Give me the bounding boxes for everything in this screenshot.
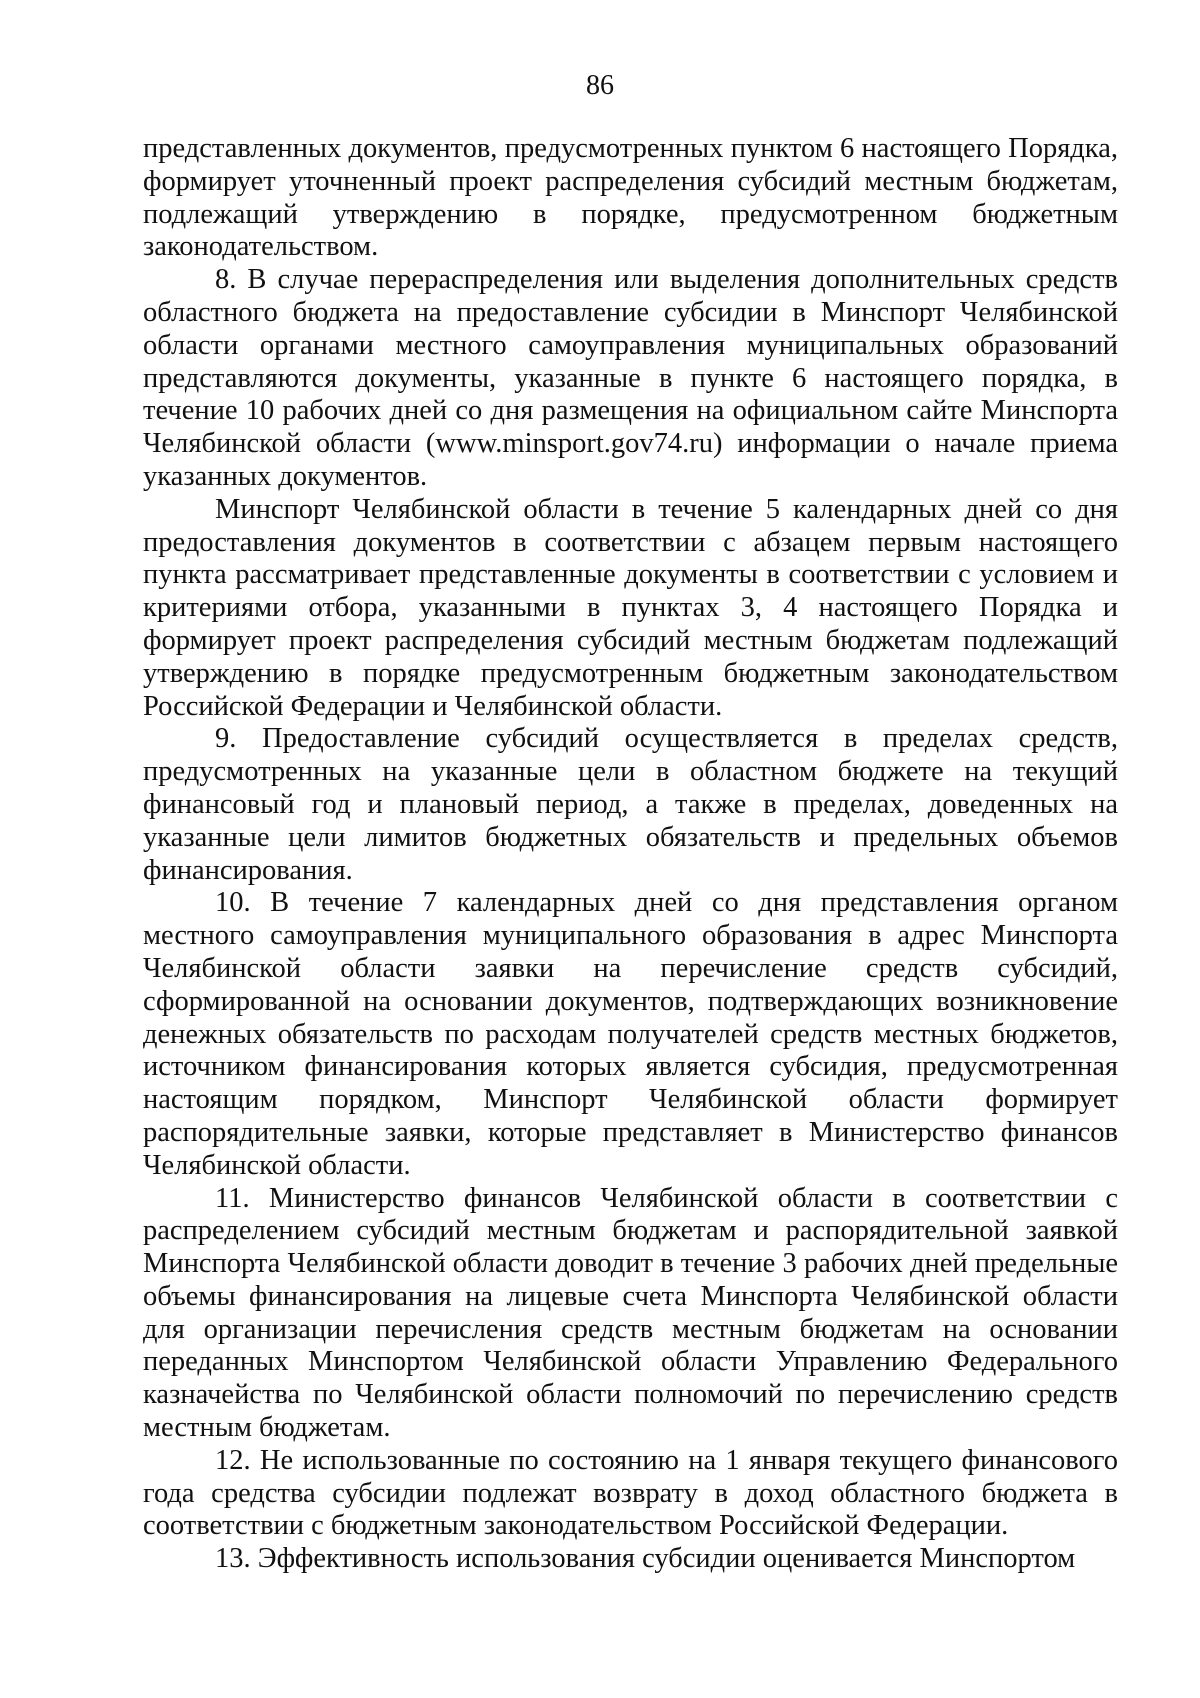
paragraph-item-9: 9. Предоставление субсидий осуществляется в пределах средств, предусмотренных на указанные цели в областном бюджете на текущий финансовый год и плановый период, а также в пределах, доведенных на указанные цели лимитов бюджетных обязательств и предельных объемов финансирования. bbox=[143, 723, 1118, 886]
paragraph-continuation: представленных документов, предусмотренных пунктом 6 настоящего Порядка, формирует уточненный проект распределения субсидий местным бюджетам, подлежащий утверждению в порядке, предусмотренном бюджетным законодательством. bbox=[143, 133, 1118, 263]
paragraph-item-8: 8. В случае перераспределения или выделения дополнительных средств областного бюджета на предоставление субсидии в Минспорт Челябинской области органами местного самоуправления муниципальных образований представляются документы, указанные в пункте 6 настоящего порядка, в течение 10 рабочих дней со дня размещения на официальном сайте Минспорта Челябинской области (www.minsport.gov74.ru) информации о начале приема указанных документов. bbox=[143, 264, 1118, 492]
document-body bbox=[143, 133, 1118, 1576]
paragraph-item-13: 13. Эффективность использования субсидии оценивается Минспортом bbox=[215, 1543, 1076, 1575]
paragraph-item-8-review: Минспорт Челябинской области в течение 5 календарных дней со дня предоставления документов в соответствии с абзацем первым настоящего пункта рассматривает представленные документы в соответствии с условием и критериями отбора, указанными в пунктах 3, 4 настоящего Порядка и формирует проект распределения субсидий местным бюджетам подлежащий утверждению в порядке предусмотренным бюджетным законодательством Российской Федерации и Челябинской области. bbox=[143, 493, 1118, 722]
paragraph-item-12: 12. Не использованные по состоянию на 1 января текущего финансового года средства субсидии подлежат возврату в доход областного бюджета в соответствии с бюджетным законодательством Российской Федерации. bbox=[143, 1444, 1118, 1542]
paragraph-item-11: 11. Министерство финансов Челябинской области в соответствии с распределением субсидий местным бюджетам и распорядительной заявкой Минспорта Челябинской области доводит в течение 3 рабочих дней предельные объемы финансирования на лицевые счета Минспорта Челябинской области для организации перечисления средств местным бюджетам на основании переданных Минспортом Челябинской области Управлению Федерального казначейства по Челябинской области полномочий по перечислению средств местным бюджетам. bbox=[143, 1182, 1118, 1444]
page-number: 86 bbox=[586, 70, 614, 101]
paragraph-item-10: 10. В течение 7 календарных дней со дня представления органом местного самоуправления муниципального образования в адрес Минспорта Челябинской области заявки на перечисление средств субсидий, сформированной на основании документов, подтверждающих возникновение денежных обязательств по расходам получателей средств местных бюджетов, источником финансирования которых является субсидия, предусмотренная настоящим порядком, Минспорт Челябинской области формирует распорядительные заявки, которые представляет в Министерство финансов Челябинской области. bbox=[143, 887, 1118, 1181]
